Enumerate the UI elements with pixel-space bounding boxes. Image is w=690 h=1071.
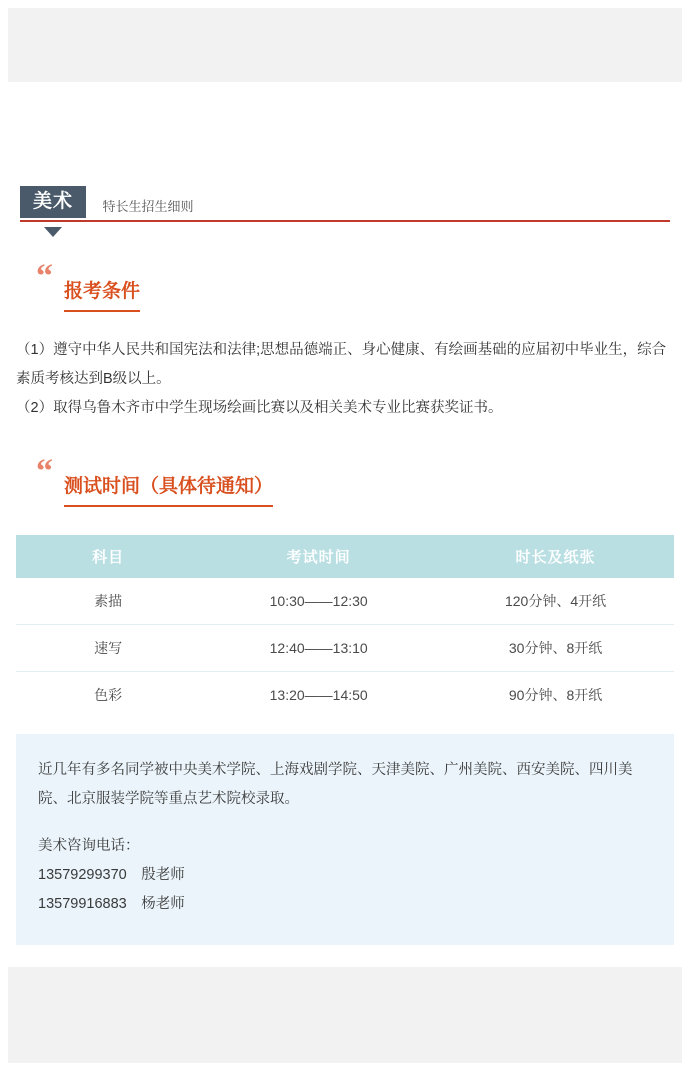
note-gap — [38, 814, 652, 832]
table-cell-time: 13:20——14:50 — [269, 687, 368, 703]
table-header-cell: 考试时间 — [200, 535, 437, 578]
table-cell-duration: 90分钟、8开纸 — [508, 687, 603, 703]
subsection-title-text: 报考条件 — [64, 276, 140, 312]
contact-label: 美术咨询电话： — [38, 838, 140, 854]
quote-icon: “ — [36, 258, 53, 295]
table-cell-subject: 速写 — [16, 625, 200, 672]
subsection-heading-exam-time — [36, 453, 690, 509]
quote-icon: “ — [36, 453, 53, 490]
requirements-body — [16, 336, 674, 423]
table-header-row — [16, 535, 674, 578]
table-row — [16, 625, 674, 672]
requirement-paragraph-2: （2）取得乌鲁木齐市中学生现场绘画比赛以及相关美术专业比赛获奖证书。 — [16, 400, 503, 416]
contact-line: 13579299370 殷老师 — [38, 867, 185, 883]
exam-schedule-table — [16, 535, 674, 718]
note-paragraph: 近几年有多名同学被中央美术学院、上海戏剧学院、天津美院、广州美院、西安美院、四川美院、北京服装学院等重点艺术院校录取。 — [38, 762, 633, 807]
top-placeholder-band — [8, 8, 682, 82]
table-header-cell: 时长及纸张 — [437, 535, 674, 578]
section-arrow-icon — [44, 227, 62, 237]
section-tag-label: 美术 — [20, 186, 86, 218]
section-header — [20, 186, 670, 228]
top-spacer — [0, 82, 690, 186]
requirement-paragraph-1: （1）遵守中华人民共和国宪法和法律;思想品德端正、身心健康、有绘画基础的应届初中毕业生，综合素质考核达到B级以上。 — [16, 342, 667, 387]
table-cell-subject: 素描 — [16, 578, 200, 625]
subsection-title-text: 测试时间（具体待通知） — [64, 471, 273, 507]
table-row — [16, 578, 674, 625]
table-row — [16, 672, 674, 719]
table-cell-time: 10:30——12:30 — [200, 578, 437, 625]
page-root — [0, 8, 690, 1063]
subsection-heading-requirements — [36, 258, 690, 314]
table-cell-duration: 30分钟、8开纸 — [437, 625, 674, 672]
bottom-placeholder-band — [8, 967, 682, 1063]
note-box — [16, 734, 674, 945]
table-cell-duration: 120分钟、4开纸 — [437, 578, 674, 625]
section-subtitle: 特长生招生细则 — [102, 198, 194, 214]
section-divider-rule — [20, 220, 670, 222]
contact-line: 13579916883 杨老师 — [38, 896, 185, 912]
table-cell-time: 12:40——13:10 — [200, 625, 437, 672]
table-cell-subject: 色彩 — [94, 687, 123, 703]
table-header-cell: 科目 — [16, 535, 200, 578]
